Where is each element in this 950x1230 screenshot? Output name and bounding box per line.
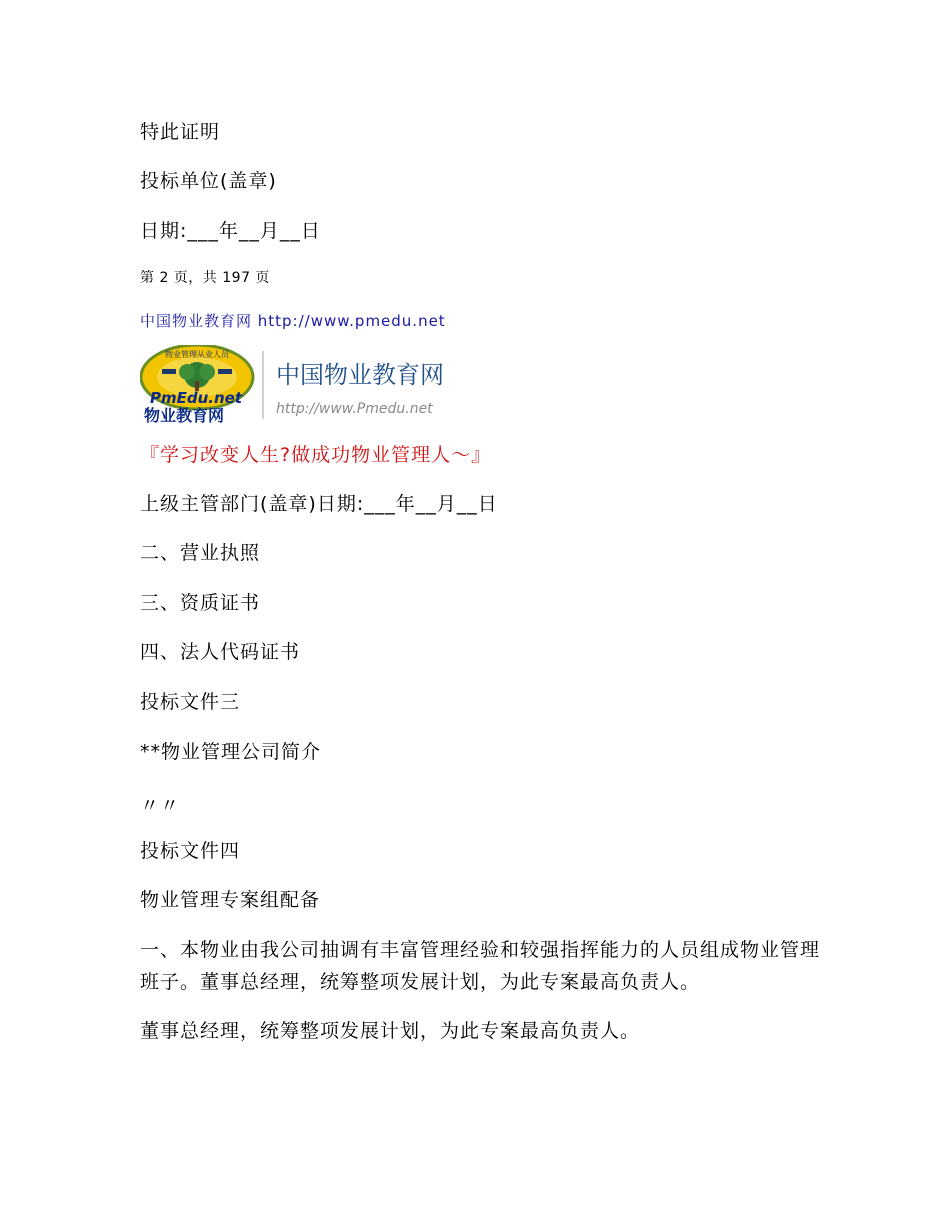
- item-business-license: 二、营业执照: [140, 542, 261, 564]
- team-paragraph-one: 一、本物业由我公司抽调有丰富管理经验和较强指挥能力的人员组成物业管理班子。董事总经理，统筹整项发展计划，为此专案最高负责人。: [140, 939, 821, 993]
- logo-divider: [262, 351, 264, 419]
- item-qualification-cert: 三、资质证书: [140, 592, 261, 614]
- site-link[interactable]: 中国物业教育网 http://www.pmedu.net: [140, 312, 446, 330]
- bid-document-four: 投标文件四: [140, 840, 241, 862]
- slogan-text: 『学习改变人生?做成功物业管理人～』: [140, 444, 492, 466]
- bid-document-three: 投标文件三: [140, 691, 241, 713]
- logo-url: http://www.Pmedu.net: [276, 401, 433, 417]
- item-legal-code-cert: 四、法人代码证书: [140, 641, 301, 663]
- company-intro-heading: **物业管理公司简介: [140, 741, 322, 763]
- team-paragraph-two: 董事总经理，统筹整项发展计划，为此专案最高负责人。: [140, 1020, 641, 1042]
- badge-arc-text: 物业管理从业人员: [165, 350, 229, 359]
- ditto-marks: 〃〃: [140, 795, 181, 817]
- pmedu-logo: [140, 345, 470, 425]
- badge-bottom-text: 物业教育网: [144, 406, 225, 425]
- badge-top-text: PmEdu.net: [150, 389, 243, 407]
- supervisor-seal-date: 上级主管部门(盖章)日期:___年__月__日: [140, 493, 498, 515]
- bidder-seal-text: 投标单位(盖章): [140, 170, 277, 192]
- date-line: 日期:___年__月__日: [140, 220, 321, 242]
- project-team-heading: 物业管理专案组配备: [140, 889, 321, 911]
- certify-text: 特此证明: [140, 121, 221, 143]
- page-indicator: 第 2 页，共 197 页: [140, 270, 270, 286]
- logo-title: 中国物业教育网: [276, 361, 444, 389]
